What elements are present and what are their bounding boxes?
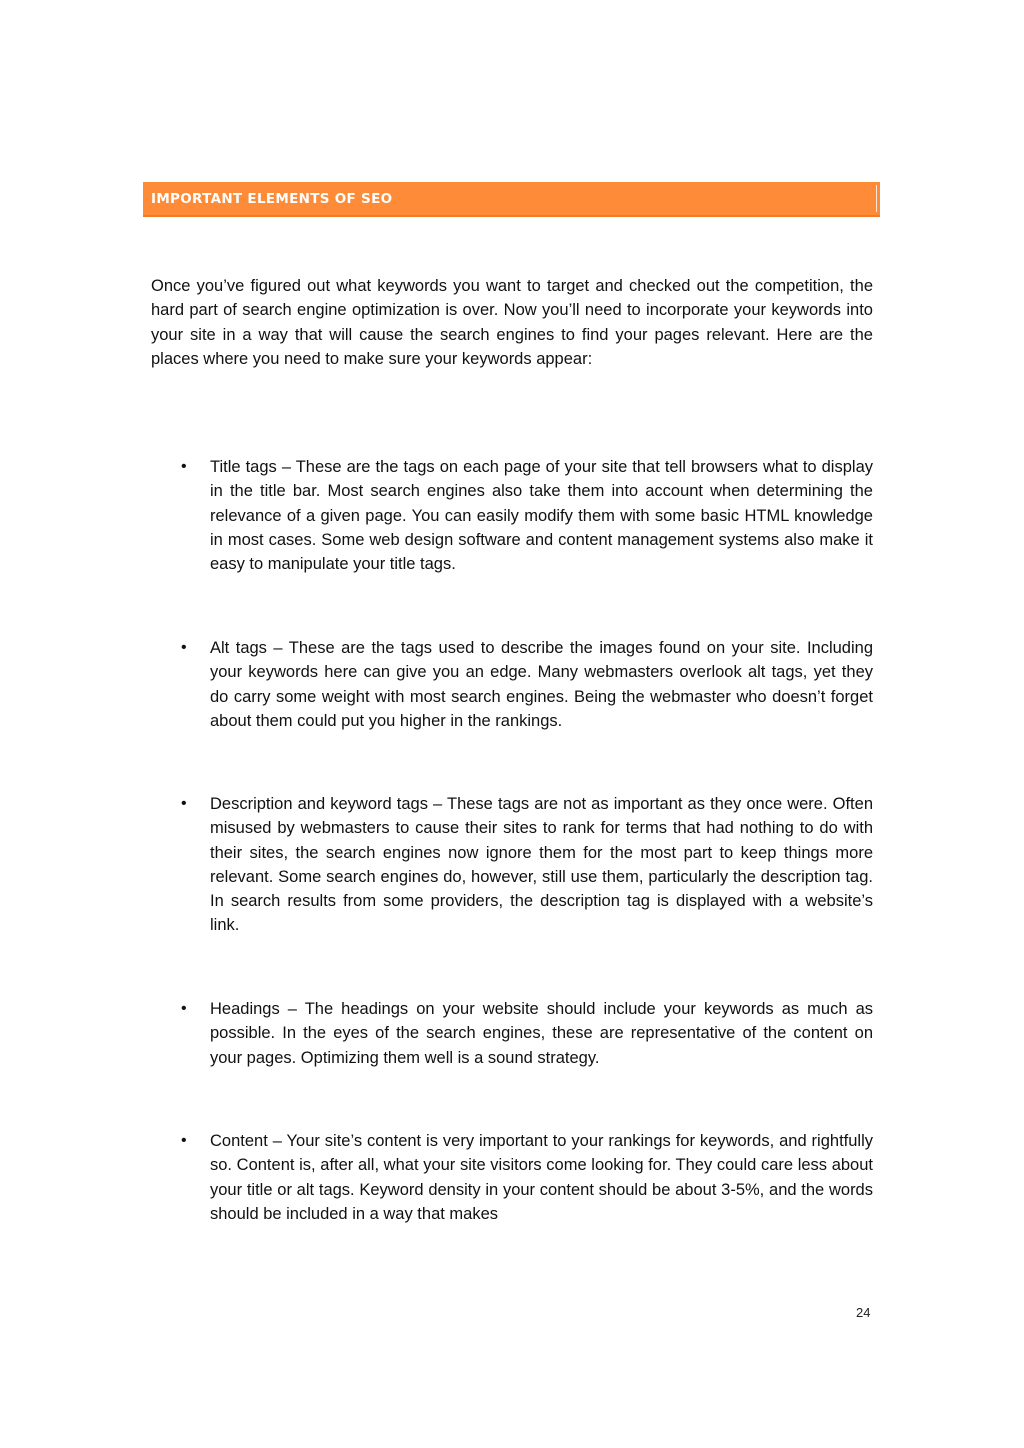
list-item-text: Content – Your site’s content is very important to your rankings for keywords, and rightfully so. Content is, after all, what your site visitors come looking for. They could care less about your title or alt tags. Keyword density in your content should be about 3-5%, and the words should be included in a way that makes <box>210 1132 873 1223</box>
bullet-marker: • <box>181 1132 187 1149</box>
section-header-bar <box>143 182 880 217</box>
list-item-text: Alt tags – These are the tags used to describe the images found on your site. Including your keywords here can give you an edge. Many webmasters overlook alt tags, yet they do carry some weight with most search engines. Being the webmaster who doesn’t forget about them could put you higher in the rankings. <box>210 639 873 730</box>
bullet-marker: • <box>181 639 187 656</box>
list-item-content <box>181 1129 873 1226</box>
list-item-alt-tags <box>181 636 873 733</box>
list-item-headings <box>181 997 873 1070</box>
list-item-description-tags <box>181 792 873 938</box>
bullet-marker: • <box>181 795 187 812</box>
intro-paragraph: Once you’ve figured out what keywords you want to target and checked out the competition, the hard part of search engine optimization is over. Now you’ll need to incorporate your keywords into your site in a way that will cause the search engines to find your pages relevant. Here are the places where you need to make sure your keywords appear: <box>151 277 873 368</box>
section-title: IMPORTANT ELEMENTS OF SEO <box>151 191 393 207</box>
list-item-text: Title tags – These are the tags on each page of your site that tell browsers what to display in the title bar. Most search engines also take them into account when determining the relevance of a given page. You can easily modify them with some basic HTML knowledge in most cases. Some web design software and content management systems also make it easy to manipulate your title tags. <box>210 458 873 574</box>
page-number: 24 <box>856 1305 871 1320</box>
list-item-text: Description and keyword tags – These tags are not as important as they once were. Often misused by webmasters to cause their sites to rank for terms that had nothing to do with their sites, the search engines now ignore them for the most part to keep things more relevant. Some search engines do, however, still use them, particularly the description tag. In search results from some providers, the description tag is displayed with a website’s link. <box>210 795 873 935</box>
list-item-text: Headings – The headings on your website should include your keywords as much as possible. In the eyes of the search engines, these are representative of the content on your pages. Optimizing them well is a sound strategy. <box>210 1000 873 1067</box>
bullet-marker: • <box>181 458 187 475</box>
bullet-marker: • <box>181 1000 187 1017</box>
list-item-title-tags <box>181 455 873 576</box>
